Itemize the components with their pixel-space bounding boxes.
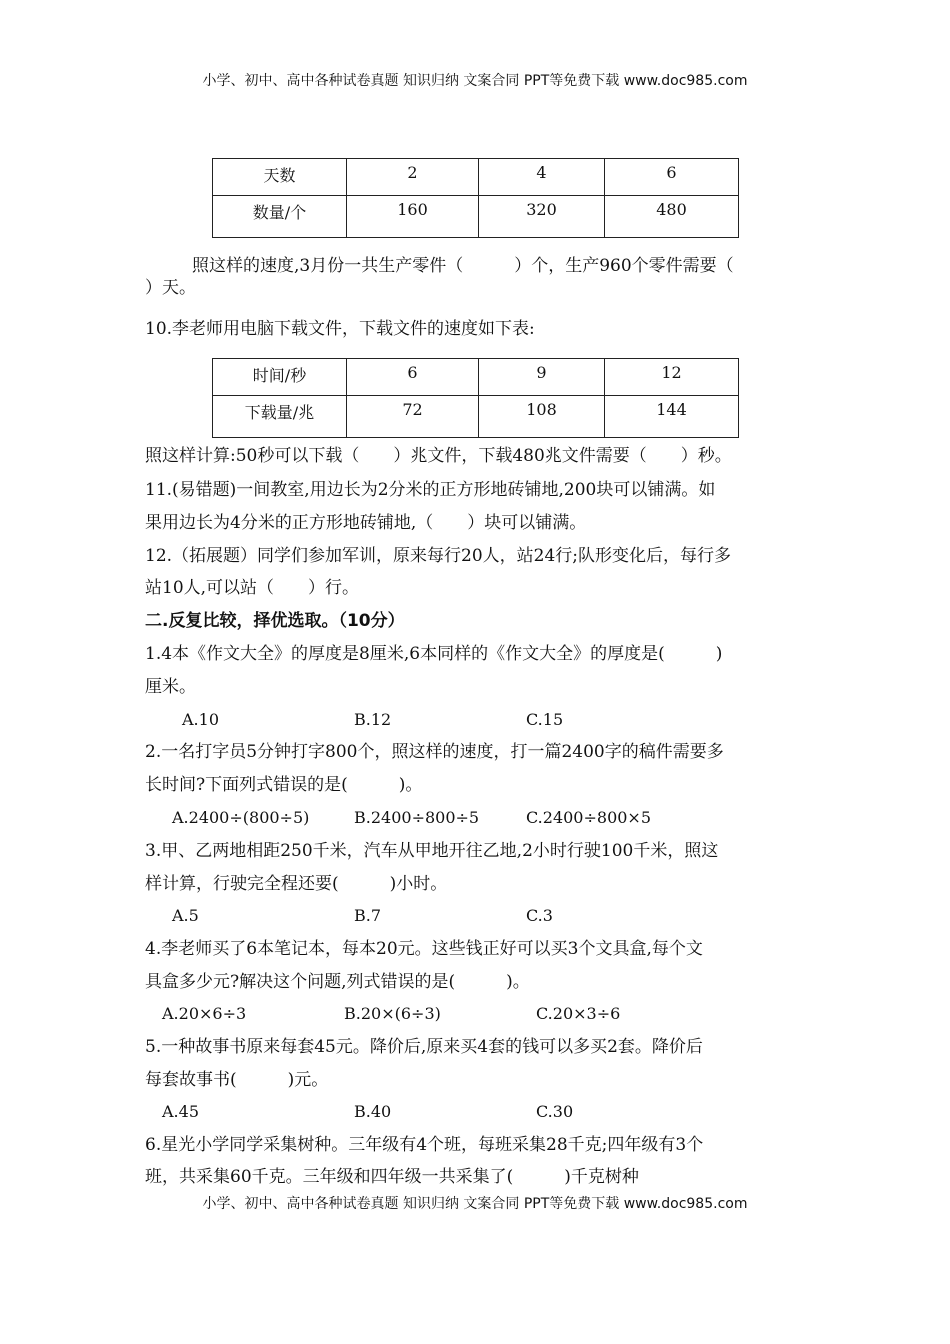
- q10-text: 10.李老师用电脑下载文件，下载文件的速度如下表:: [145, 319, 535, 339]
- q12-text-line2: 站10人,可以站（ ）行。: [145, 578, 360, 598]
- table-cell: 时间/秒: [213, 359, 347, 396]
- mc2-option-a: A.2400÷(800÷5): [172, 808, 310, 827]
- mc5-text-line1: 5.一种故事书原来每套45元。降价后,原来买4套的钱可以多买2套。降价后: [145, 1037, 703, 1057]
- q9-text-line2: ）天。: [145, 278, 196, 298]
- mc3-text-line2: 样计算，行驶完全程还要( )小时。: [145, 874, 448, 894]
- mc4-option-c: C.20×3÷6: [536, 1004, 621, 1023]
- q11-text-line2: 果用边长为4分米的正方形地砖铺地,（ ）块可以铺满。: [145, 513, 587, 533]
- mc1-text-line1: 1.4本《作文大全》的厚度是8厘米,6本同样的《作文大全》的厚度是( ): [145, 644, 723, 664]
- mc1-option-b: B.12: [354, 710, 392, 729]
- mc4-text-line1: 4.李老师买了6本笔记本，每本20元。这些钱正好可以买3个文具盒,每个文: [145, 939, 703, 959]
- mc6-text-line2: 班，共采集60千克。三年级和四年级一共采集了( )千克树种: [145, 1167, 639, 1187]
- mc2-option-b: B.2400÷800÷5: [354, 808, 480, 827]
- table-cell: 160: [347, 196, 479, 238]
- mc1-option-a: A.10: [182, 710, 219, 729]
- mc5-text-line2: 每套故事书( )元。: [145, 1070, 329, 1090]
- mc1-option-c: C.15: [526, 710, 564, 729]
- table-cell: 108: [479, 396, 605, 438]
- q12-text-line1: 12.（拓展题）同学们参加军训，原来每行20人，站24行;队形变化后，每行多: [145, 546, 732, 566]
- footer-banner: 小学、初中、高中各种试卷真题 知识归纳 文案合同 PPT等免费下载 www.doc985.com: [202, 1196, 748, 1212]
- header-banner: 小学、初中、高中各种试卷真题 知识归纳 文案合同 PPT等免费下载 www.doc985.com: [202, 73, 748, 89]
- table-cell: 320: [479, 196, 605, 238]
- mc5-option-a: A.45: [162, 1102, 199, 1121]
- table-cell: 480: [605, 196, 739, 238]
- mc2-text-line1: 2.一名打字员5分钟打字800个，照这样的速度，打一篇2400字的稿件需要多: [145, 742, 724, 762]
- table-cell: 天数: [213, 159, 347, 196]
- table-cell: 2: [347, 159, 479, 196]
- mc6-text-line1: 6.星光小学同学采集树种。三年级有4个班，每班采集28千克;四年级有3个: [145, 1135, 704, 1155]
- table-cell: 12: [605, 359, 739, 396]
- table-cell: 4: [479, 159, 605, 196]
- mc3-option-a: A.5: [172, 906, 199, 925]
- table-cell: 144: [605, 396, 739, 438]
- mc4-option-b: B.20×(6÷3): [344, 1004, 441, 1023]
- mc2-option-c: C.2400÷800×5: [526, 808, 652, 827]
- table-cell: 9: [479, 359, 605, 396]
- mc1-text-line2: 厘米。: [145, 677, 196, 697]
- download-table: [212, 358, 739, 438]
- table-cell: 72: [347, 396, 479, 438]
- mc5-option-c: C.30: [536, 1102, 574, 1121]
- section-heading: 二.反复比较，择优选取。（10分）: [145, 611, 405, 631]
- table-cell: 下载量/兆: [213, 396, 347, 438]
- q9-text-line1: 照这样的速度,3月份一共生产零件（ ）个，生产960个零件需要（: [192, 256, 734, 276]
- table-cell: 6: [605, 159, 739, 196]
- mc2-text-line2: 长时间?下面列式错误的是( )。: [145, 775, 423, 795]
- production-table: [212, 158, 739, 238]
- mc3-option-c: C.3: [526, 906, 553, 925]
- mc4-text-line2: 具盒多少元?解决这个问题,列式错误的是( )。: [145, 972, 530, 992]
- mc5-option-b: B.40: [354, 1102, 392, 1121]
- table-cell: 6: [347, 359, 479, 396]
- table-cell: 数量/个: [213, 196, 347, 238]
- q11-text-line1: 11.(易错题)一间教室,用边长为2分米的正方形地砖铺地,200块可以铺满。如: [145, 480, 716, 500]
- q10-answer-text: 照这样计算:50秒可以下载（ ）兆文件，下载480兆文件需要（ ）秒。: [145, 446, 732, 466]
- mc3-option-b: B.7: [354, 906, 382, 925]
- mc4-option-a: A.20×6÷3: [162, 1004, 247, 1023]
- mc3-text-line1: 3.甲、乙两地相距250千米，汽车从甲地开往乙地,2小时行驶100千米，照这: [145, 841, 719, 861]
